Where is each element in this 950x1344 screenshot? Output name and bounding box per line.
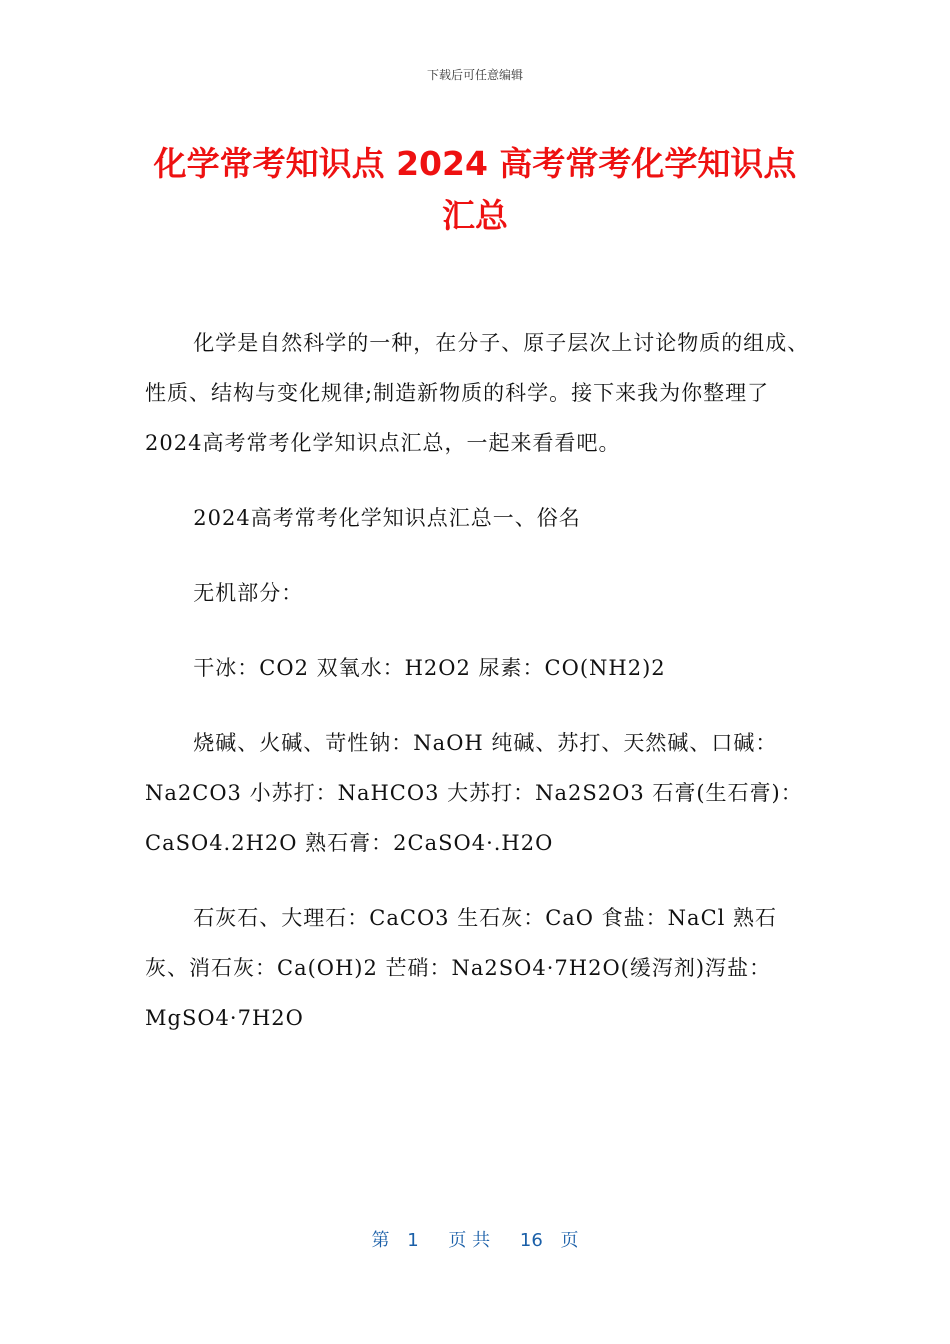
paragraph-limestone: 石灰石、大理石：CaCO3 生石灰：CaO 食盐：NaCl 熟石灰、消石灰：Ca(OH)2 芒硝：Na2SO4·7H2O(缓泻剂)泻盐：MgSO4·7H2O <box>145 906 778 1030</box>
page-footer <box>0 1226 950 1252</box>
subsection-label: 无机部分： <box>193 581 304 605</box>
header-note: 下载后可任意编辑 <box>426 68 523 82</box>
document-title: 化学常考知识点 2024 高考常考化学知识点汇总 <box>153 144 797 235</box>
footer-middle: 页 共 <box>448 1230 491 1251</box>
document-body <box>145 318 810 1068</box>
footer-current-page: 1 <box>407 1230 419 1251</box>
footer-prefix: 第 <box>371 1230 390 1251</box>
paragraph-dry-ice: 干冰：CO2 双氧水：H2O2 尿素：CO(NH2)2 <box>193 656 666 680</box>
footer-suffix: 页 <box>560 1230 579 1251</box>
section-heading: 2024高考常考化学知识点汇总一、俗名 <box>193 506 581 530</box>
paragraph-caustic-soda: 烧碱、火碱、苛性钠：NaOH 纯碱、苏打、天然碱、口碱：Na2CO3 小苏打：NaHCO3 大苏打：Na2S2O3 石膏(生石膏)：CaSO4.2H2O 熟石膏：2CaSO4·.H2O <box>145 731 803 855</box>
intro-paragraph: 化学是自然科学的一种，在分子、原子层次上讨论物质的组成、性质、结构与变化规律;制造新物质的科学。接下来我为你整理了2024高考常考化学知识点汇总，一起来看看吧。 <box>145 331 810 455</box>
footer-total-pages: 16 <box>519 1230 543 1251</box>
